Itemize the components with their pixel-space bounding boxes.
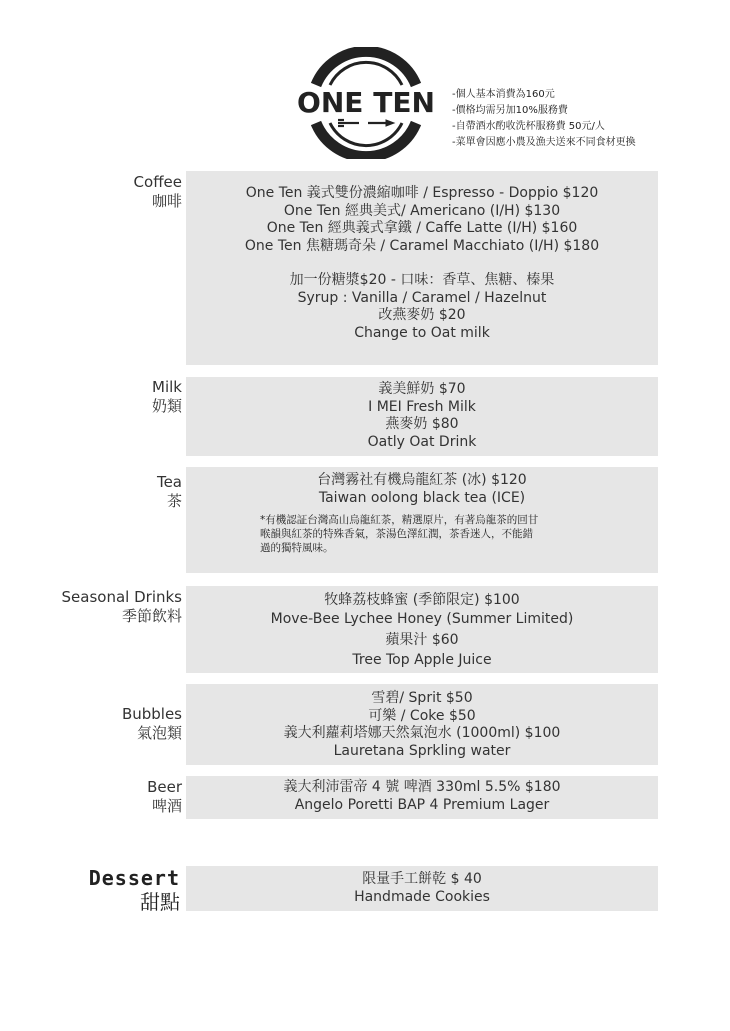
menu-item: Taiwan oolong black tea (ICE) (318, 489, 526, 506)
menu-item: One Ten 義式雙份濃縮咖啡 / Espresso - Doppio $120 (245, 185, 599, 201)
note-line: 喉韻與紅茶的特殊香氣，茶湯色澤紅潤，茶香迷人，不能錯 (260, 528, 533, 540)
label-en: Bubbles (121, 705, 182, 723)
menu-item: Oatly Oat Drink (367, 433, 477, 450)
section-box-seasonal (186, 586, 658, 673)
label-en: Seasonal Drinks (61, 588, 182, 606)
label-zh: 啤酒 (151, 797, 182, 815)
label-en: Coffee (133, 173, 182, 191)
section-label-coffee (134, 173, 182, 211)
note-item: -個人基本消費為160元 (452, 89, 555, 100)
label-zh: 奶類 (151, 397, 182, 415)
menu-item: 蘋果汁 $60 (385, 632, 459, 648)
menu-item: Change to Oat milk (354, 324, 490, 341)
section-label-beer (147, 778, 182, 816)
section-box-bubbles (186, 684, 658, 765)
menu-item: 義美鮮奶 $70 (378, 381, 466, 397)
label-en: Beer (147, 778, 182, 796)
menu-item: One Ten 經典美式/ Americano (I/H) $130 (283, 202, 561, 219)
menu-item: Lauretana Sprkling water (333, 742, 511, 759)
label-en: Dessert (88, 866, 180, 890)
note-item: -菜單會因應小農及漁夫送來不同食材更換 (452, 137, 636, 148)
section-box-tea (186, 467, 658, 573)
section-box-coffee (186, 171, 658, 365)
menu-item: Handmade Cookies (354, 888, 490, 905)
note-item: -自帶酒水酌收洗杯服務費 50元/人 (452, 121, 605, 132)
menu-item: 台灣霧社有機烏龍紅茶 (冰) $120 (317, 472, 527, 488)
menu-item: 義大利蘿莉塔娜天然氣泡水 (1000ml) $100 (283, 725, 561, 741)
menu-item: 義大利沛雷帝 4 號 啤酒 330ml 5.5% $180 (283, 779, 561, 795)
menu-item: I MEI Fresh Milk (368, 398, 476, 415)
section-label-milk (152, 378, 182, 416)
menu-item: 改燕麥奶 $20 (378, 307, 466, 323)
menu-item: 限量手工餅乾 $ 40 (362, 871, 482, 887)
menu-item: Syrup : Vanilla / Caramel / Hazelnut (297, 289, 547, 306)
label-zh: 咖啡 (151, 192, 182, 210)
menu-item: One Ten 經典義式拿鐵 / Caffe Latte (I/H) $160 (266, 220, 578, 236)
menu-item: Tree Top Apple Juice (352, 652, 492, 668)
section-label-seasonal (62, 588, 182, 626)
tea-note (186, 513, 586, 555)
label-en: Tea (156, 473, 182, 491)
label-en: Milk (152, 378, 182, 396)
note-line: *有機認証台灣高山烏龍紅茶，精選原片，有著烏龍茶的回甘 (260, 514, 539, 526)
menu-item: Angelo Poretti BAP 4 Premium Lager (294, 796, 550, 813)
one-ten-logo (294, 47, 438, 159)
menu-item: One Ten 焦糖瑪奇朵 / Caramel Macchiato (I/H) $180 (244, 237, 600, 254)
section-label-bubbles (122, 705, 182, 743)
menu-item: 加一份糖漿$20 - 口味：香草、焦糖、榛果 (289, 272, 555, 288)
section-box-beer (186, 776, 658, 819)
note-line: 過的獨特風味。 (260, 542, 334, 554)
section-label-tea (157, 473, 182, 511)
label-zh: 茶 (166, 492, 182, 510)
note-item: -價格均需另加10%服務費 (452, 105, 568, 116)
notes-list (452, 87, 636, 151)
section-label-dessert (89, 866, 180, 914)
menu-item: 牧蜂荔枝蜂蜜 (季節限定) $100 (324, 592, 520, 608)
label-zh: 季節飲料 (121, 607, 182, 625)
menu-item: 燕麥奶 $80 (385, 416, 459, 432)
section-box-dessert (186, 866, 658, 911)
logo-text: ONE TEN (297, 86, 435, 119)
label-zh: 氣泡類 (136, 724, 182, 742)
menu-item: Move-Bee Lychee Honey (Summer Limited) (270, 611, 574, 627)
section-box-milk (186, 377, 658, 456)
menu-item: 可樂 / Coke $50 (368, 707, 476, 724)
label-zh: 甜點 (140, 890, 180, 914)
menu-item: 雪碧/ Sprit $50 (371, 690, 473, 706)
